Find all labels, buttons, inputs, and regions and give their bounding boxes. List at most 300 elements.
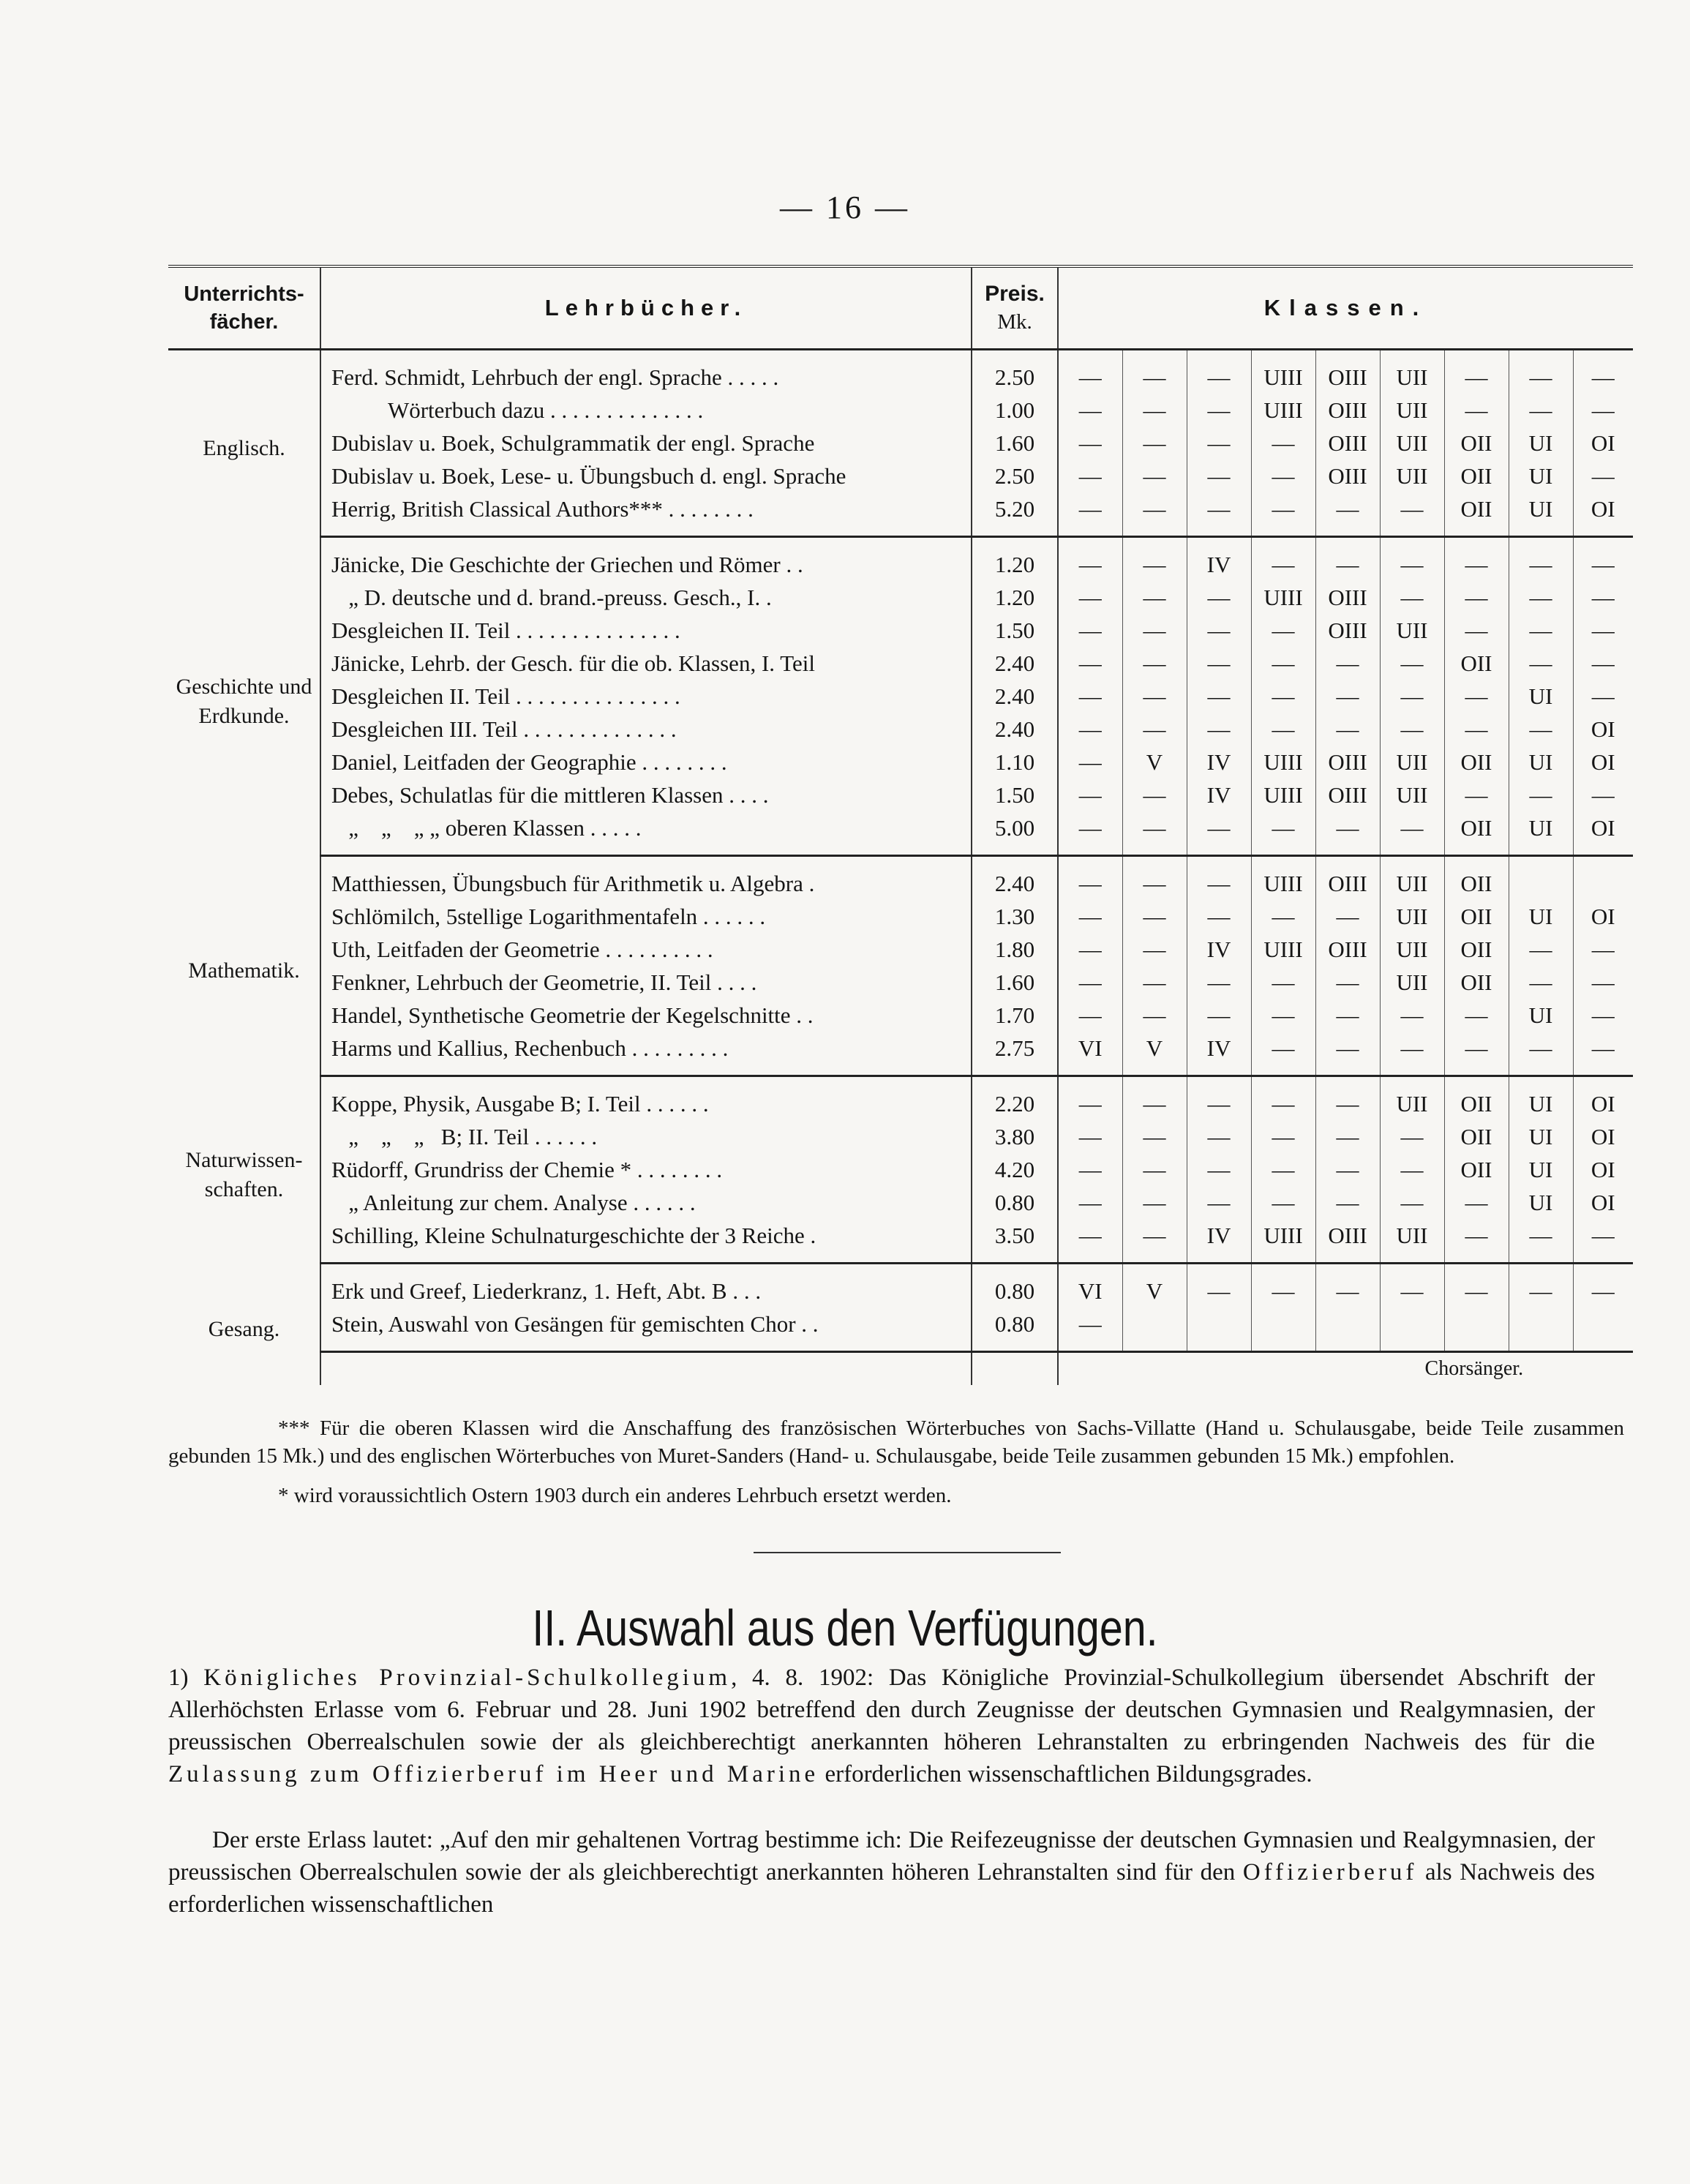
book-title: „ „ „ B; II. Teil . . . . . . <box>320 1120 972 1153</box>
class-cell: — <box>1315 537 1380 582</box>
page-number: — 16 — <box>780 189 910 225</box>
class-cell: — <box>1444 394 1509 427</box>
book-price: 0.80 <box>972 1264 1058 1308</box>
book-title: Uth, Leitfaden der Geometrie . . . . . . . . . . <box>320 933 972 966</box>
class-cell: — <box>1058 856 1122 901</box>
class-cell: — <box>1251 713 1315 746</box>
class-cell: OIII <box>1315 459 1380 492</box>
paragraph-1 <box>168 1662 1595 1790</box>
table-row <box>168 680 1633 713</box>
class-cell: — <box>1573 778 1633 811</box>
class-cell: — <box>1058 427 1122 459</box>
class-cell: V <box>1122 746 1187 778</box>
class-cell: OI <box>1573 811 1633 856</box>
class-cell: — <box>1058 394 1122 427</box>
class-cell: OII <box>1444 900 1509 933</box>
table-row <box>168 1032 1633 1076</box>
class-cell: — <box>1058 459 1122 492</box>
table-row <box>168 647 1633 680</box>
class-cell: — <box>1122 537 1187 582</box>
class-cell: — <box>1058 492 1122 537</box>
table-row <box>168 1219 1633 1264</box>
class-cell: UI <box>1509 811 1573 856</box>
class-cell: UIII <box>1251 581 1315 614</box>
table-row <box>168 900 1633 933</box>
book-price: 5.00 <box>972 811 1058 856</box>
book-title: Dubislav u. Boek, Lese- u. Übungsbuch d. engl. Sprache <box>320 459 972 492</box>
para1-number: 1) <box>168 1665 189 1691</box>
class-cell: — <box>1251 1264 1315 1308</box>
class-cell: — <box>1444 999 1509 1032</box>
class-cell: — <box>1058 647 1122 680</box>
class-cell: — <box>1058 713 1122 746</box>
class-cell <box>1251 1307 1315 1352</box>
class-cell: VI <box>1058 1264 1122 1308</box>
class-cell: — <box>1058 900 1122 933</box>
class-cell: — <box>1058 966 1122 999</box>
class-cell: — <box>1315 647 1380 680</box>
table-row <box>168 614 1633 647</box>
book-price: 2.50 <box>972 350 1058 394</box>
class-cell: — <box>1315 1153 1380 1186</box>
book-price: 3.50 <box>972 1219 1058 1264</box>
class-cell: OI <box>1573 1120 1633 1153</box>
book-title: „ Anleitung zur chem. Analyse . . . . . . <box>320 1186 972 1219</box>
class-cell: — <box>1380 1153 1444 1186</box>
class-cell: UII <box>1380 459 1444 492</box>
class-cell: — <box>1187 394 1251 427</box>
table-row <box>168 350 1633 394</box>
class-cell: — <box>1187 1076 1251 1121</box>
class-cell: — <box>1122 1186 1187 1219</box>
subject-cell: Mathematik. <box>168 856 320 1076</box>
table-row <box>168 778 1633 811</box>
book-title: Rüdorff, Grundriss der Chemie * . . . . . . . . <box>320 1153 972 1186</box>
book-price: 2.50 <box>972 459 1058 492</box>
class-cell: UIII <box>1251 1219 1315 1264</box>
class-cell: — <box>1251 1153 1315 1186</box>
class-cell: — <box>1251 680 1315 713</box>
table-row <box>168 933 1633 966</box>
class-cell: IV <box>1187 1032 1251 1076</box>
class-cell: — <box>1058 933 1122 966</box>
class-cell: — <box>1251 459 1315 492</box>
class-cell: — <box>1251 492 1315 537</box>
class-cell: — <box>1251 537 1315 582</box>
chorsaenger-label: Chorsänger. <box>1424 1357 1524 1380</box>
class-cell: — <box>1380 1186 1444 1219</box>
book-title: Desgleichen II. Teil . . . . . . . . . . . . . . . <box>320 614 972 647</box>
table-row <box>168 1307 1633 1352</box>
class-cell: UIII <box>1251 778 1315 811</box>
class-cell: — <box>1315 1186 1380 1219</box>
class-cell: — <box>1187 647 1251 680</box>
class-cell: OI <box>1573 1153 1633 1186</box>
class-cell: UII <box>1380 350 1444 394</box>
book-title: Schlömilch, 5stellige Logarithmentafeln . . . . . . <box>320 900 972 933</box>
class-cell: — <box>1573 537 1633 582</box>
class-cell: — <box>1122 900 1187 933</box>
class-cell: IV <box>1187 778 1251 811</box>
book-price: 1.20 <box>972 537 1058 582</box>
book-price: 2.20 <box>972 1076 1058 1121</box>
class-cell: OII <box>1444 1153 1509 1186</box>
empty-cell <box>320 1352 972 1386</box>
class-cell: — <box>1122 966 1187 999</box>
book-title: Daniel, Leitfaden der Geographie . . . . . . . . <box>320 746 972 778</box>
class-cell: UI <box>1509 900 1573 933</box>
class-cell: — <box>1573 459 1633 492</box>
class-cell: — <box>1187 581 1251 614</box>
class-cell: — <box>1187 999 1251 1032</box>
class-cell: — <box>1122 492 1187 537</box>
table-row <box>168 1153 1633 1186</box>
class-cell: — <box>1509 350 1573 394</box>
class-cell: — <box>1315 966 1380 999</box>
class-cell: — <box>1187 492 1251 537</box>
class-cell: — <box>1058 680 1122 713</box>
book-price: 0.80 <box>972 1307 1058 1352</box>
class-cell: — <box>1058 1219 1122 1264</box>
class-cell: UII <box>1380 778 1444 811</box>
footnote-2-text: * wird voraussichtlich Ostern 1903 durch ein anderes Lehrbuch ersetzt werden. <box>278 1484 952 1507</box>
table-header-row <box>168 266 1633 350</box>
separator-rule <box>754 1552 1061 1553</box>
class-cell: — <box>1573 394 1633 427</box>
class-cell: UIII <box>1251 350 1315 394</box>
class-cell: — <box>1058 350 1122 394</box>
class-cell: — <box>1122 1153 1187 1186</box>
class-cell: OI <box>1573 713 1633 746</box>
class-cell: OII <box>1444 427 1509 459</box>
book-price: 2.75 <box>972 1032 1058 1076</box>
class-cell: — <box>1509 537 1573 582</box>
class-cell: OIII <box>1315 350 1380 394</box>
class-cell: — <box>1380 492 1444 537</box>
class-cell <box>1315 1307 1380 1352</box>
class-cell: — <box>1380 999 1444 1032</box>
class-cell: — <box>1122 680 1187 713</box>
header-classes: Klassen. <box>1058 266 1633 350</box>
header-price-title: Preis. <box>985 282 1045 306</box>
book-title: Desgleichen II. Teil . . . . . . . . . . . . . . . <box>320 680 972 713</box>
class-cell: UIII <box>1251 394 1315 427</box>
book-price: 2.40 <box>972 713 1058 746</box>
class-cell: OII <box>1444 647 1509 680</box>
class-cell: — <box>1315 492 1380 537</box>
section-heading: II. Auswahl aus den Verfügungen. <box>532 1599 1158 1656</box>
table-row <box>168 537 1633 582</box>
para1-text-a: , 4. 8. 1902: Das Königliche Provinzial-Schulkollegium übersendet Abschrift der Allerhöchsten Erlasse vom 6. Februar und 28. Juni 1902 betreffend den durch Zeugnisse der deutschen Gymnasien und Realgymnasien, der preussischen Oberrealschulen sowie der als gleichberechtigt anerkannten höheren Lehranstalten zu erbringenden Nachweis des für die <box>168 1665 1596 1755</box>
class-cell: — <box>1187 1264 1251 1308</box>
book-price: 1.50 <box>972 614 1058 647</box>
class-cell: — <box>1573 966 1633 999</box>
class-cell: — <box>1315 680 1380 713</box>
class-cell: — <box>1122 1076 1187 1121</box>
class-cell: — <box>1509 1032 1573 1076</box>
class-cell: IV <box>1187 1219 1251 1264</box>
class-cell: — <box>1122 1120 1187 1153</box>
table-row <box>168 856 1633 901</box>
class-cell: OII <box>1444 811 1509 856</box>
book-title: Debes, Schulatlas für die mittleren Klassen . . . . <box>320 778 972 811</box>
class-cell: — <box>1058 999 1122 1032</box>
para1-text-b: erforderlichen wissenschaftlichen Bildungsgrades. <box>819 1761 1312 1787</box>
class-cell: — <box>1187 900 1251 933</box>
class-cell: — <box>1444 778 1509 811</box>
chorsaenger-row <box>168 1352 1633 1386</box>
class-cell: — <box>1251 966 1315 999</box>
class-cell: — <box>1058 778 1122 811</box>
book-title: Wörterbuch dazu . . . . . . . . . . . . . . <box>320 394 972 427</box>
class-cell: — <box>1122 427 1187 459</box>
class-cell: — <box>1509 394 1573 427</box>
table-row <box>168 999 1633 1032</box>
class-cell: OIII <box>1315 778 1380 811</box>
class-cell: — <box>1251 900 1315 933</box>
book-title: Harms und Kallius, Rechenbuch . . . . . . . . . <box>320 1032 972 1076</box>
class-cell: — <box>1380 647 1444 680</box>
class-cell: — <box>1444 713 1509 746</box>
class-cell: UIII <box>1251 856 1315 901</box>
class-cell: — <box>1058 1120 1122 1153</box>
class-cell: — <box>1444 537 1509 582</box>
class-cell: — <box>1444 1032 1509 1076</box>
class-cell: UI <box>1509 1153 1573 1186</box>
class-cell: UI <box>1509 746 1573 778</box>
table-row <box>168 459 1633 492</box>
class-cell: — <box>1058 614 1122 647</box>
table-row <box>168 492 1633 537</box>
table-row <box>168 713 1633 746</box>
class-cell: — <box>1122 350 1187 394</box>
class-cell: UI <box>1509 459 1573 492</box>
table-row <box>168 427 1633 459</box>
class-cell: — <box>1122 459 1187 492</box>
book-title: Jänicke, Die Geschichte der Griechen und Römer . . <box>320 537 972 582</box>
book-price: 2.40 <box>972 647 1058 680</box>
class-cell: UII <box>1380 1076 1444 1121</box>
subject-cell: Geschichte und Erdkunde. <box>168 537 320 856</box>
class-cell: — <box>1444 1186 1509 1219</box>
class-cell <box>1509 856 1573 901</box>
class-cell: OI <box>1573 492 1633 537</box>
class-cell <box>1187 1307 1251 1352</box>
class-cell: IV <box>1187 933 1251 966</box>
table-row <box>168 1120 1633 1153</box>
class-cell: — <box>1573 350 1633 394</box>
class-cell: UII <box>1380 966 1444 999</box>
class-cell: — <box>1444 614 1509 647</box>
class-cell: — <box>1058 581 1122 614</box>
class-cell: — <box>1122 778 1187 811</box>
class-cell: OI <box>1573 1186 1633 1219</box>
class-cell: — <box>1187 350 1251 394</box>
book-price: 1.50 <box>972 778 1058 811</box>
book-price: 4.20 <box>972 1153 1058 1186</box>
empty-cell <box>972 1352 1058 1386</box>
class-cell: — <box>1122 647 1187 680</box>
class-cell: — <box>1058 746 1122 778</box>
book-title: Ferd. Schmidt, Lehrbuch der engl. Sprache . . . . . <box>320 350 972 394</box>
class-cell: — <box>1573 1219 1633 1264</box>
class-cell: — <box>1573 647 1633 680</box>
class-cell: — <box>1509 1264 1573 1308</box>
class-cell: — <box>1509 713 1573 746</box>
class-cell: UII <box>1380 1219 1444 1264</box>
class-cell: — <box>1380 680 1444 713</box>
class-cell <box>1380 1307 1444 1352</box>
table-row <box>168 746 1633 778</box>
class-cell: — <box>1187 713 1251 746</box>
class-cell: — <box>1187 811 1251 856</box>
class-cell: IV <box>1187 746 1251 778</box>
class-cell: — <box>1251 811 1315 856</box>
class-cell: — <box>1122 811 1187 856</box>
class-cell: OIII <box>1315 933 1380 966</box>
book-price: 1.30 <box>972 900 1058 933</box>
class-cell: OII <box>1444 459 1509 492</box>
class-cell: UIII <box>1251 933 1315 966</box>
class-cell: — <box>1509 581 1573 614</box>
subject-cell: Naturwissen-schaften. <box>168 1076 320 1264</box>
header-books: Lehrbücher. <box>320 266 972 350</box>
class-cell: OI <box>1573 427 1633 459</box>
class-cell: — <box>1251 427 1315 459</box>
class-cell: OII <box>1444 492 1509 537</box>
class-cell: — <box>1444 1264 1509 1308</box>
class-cell: UI <box>1509 492 1573 537</box>
class-cell: — <box>1315 713 1380 746</box>
class-cell: — <box>1380 1120 1444 1153</box>
class-cell: — <box>1122 856 1187 901</box>
book-price: 1.00 <box>972 394 1058 427</box>
para2-text-b: als Nachweis des erforderlichen wissenschaftlichen <box>168 1859 1595 1918</box>
class-cell: — <box>1187 966 1251 999</box>
class-cell: V <box>1122 1264 1187 1308</box>
class-cell: OIII <box>1315 427 1380 459</box>
book-title: Handel, Synthetische Geometrie der Kegelschnitte . . <box>320 999 972 1032</box>
class-cell: — <box>1315 811 1380 856</box>
footnote-2 <box>168 1482 1624 1509</box>
book-price: 0.80 <box>972 1186 1058 1219</box>
class-cell: OIII <box>1315 856 1380 901</box>
textbook-table <box>168 265 1633 1385</box>
header-price <box>972 266 1058 350</box>
table-row <box>168 1264 1633 1308</box>
class-cell: VI <box>1058 1032 1122 1076</box>
class-cell: OIII <box>1315 614 1380 647</box>
class-cell: UII <box>1380 394 1444 427</box>
subject-cell: Englisch. <box>168 350 320 537</box>
class-cell <box>1509 1307 1573 1352</box>
book-title: Matthiessen, Übungsbuch für Arithmetik u. Algebra . <box>320 856 972 901</box>
book-title: „ D. deutsche und d. brand.-preuss. Gesch., I. . <box>320 581 972 614</box>
class-cell: — <box>1315 1264 1380 1308</box>
book-title: Schilling, Kleine Schulnaturgeschichte der 3 Reiche . <box>320 1219 972 1264</box>
class-cell: OIII <box>1315 581 1380 614</box>
class-cell <box>1444 1307 1509 1352</box>
table-row <box>168 1186 1633 1219</box>
class-cell: — <box>1573 1264 1633 1308</box>
class-cell: — <box>1573 999 1633 1032</box>
table-row <box>168 966 1633 999</box>
class-cell: — <box>1122 713 1187 746</box>
class-cell: — <box>1122 999 1187 1032</box>
class-cell: — <box>1122 614 1187 647</box>
book-title: Fenkner, Lehrbuch der Geometrie, II. Teil . . . . <box>320 966 972 999</box>
class-cell: — <box>1573 1032 1633 1076</box>
book-price: 5.20 <box>972 492 1058 537</box>
book-price: 3.80 <box>972 1120 1058 1153</box>
para2-text-a: Der erste Erlass lautet: „Auf den mir gehaltenen Vortrag bestimme ich: Die Reifezeugnisse der deutschen Gymnasien und Realgymnasien, der preussischen Oberrealschulen sowie der als gleichberechtigt anerkannten höheren Lehranstalten sind für den <box>168 1827 1595 1885</box>
class-cell: — <box>1251 1076 1315 1121</box>
para1-sender: Königliches Provinzial-Schulkollegium <box>203 1665 732 1691</box>
class-cell: — <box>1509 647 1573 680</box>
class-cell: OIII <box>1315 394 1380 427</box>
class-cell: — <box>1058 1307 1122 1352</box>
class-cell: OIII <box>1315 746 1380 778</box>
book-price: 1.60 <box>972 966 1058 999</box>
class-cell: UII <box>1380 746 1444 778</box>
class-cell: — <box>1251 1032 1315 1076</box>
book-title: „ „ „ „ oberen Klassen . . . . . <box>320 811 972 856</box>
class-cell: — <box>1122 581 1187 614</box>
class-cell: — <box>1444 680 1509 713</box>
class-cell: UI <box>1509 680 1573 713</box>
class-cell: — <box>1187 459 1251 492</box>
class-cell: — <box>1315 1076 1380 1121</box>
book-price: 1.80 <box>972 933 1058 966</box>
class-cell: UI <box>1509 999 1573 1032</box>
class-cell: — <box>1122 933 1187 966</box>
class-cell: UII <box>1380 900 1444 933</box>
class-cell: UI <box>1509 1076 1573 1121</box>
class-cell: — <box>1187 680 1251 713</box>
class-cell: — <box>1380 811 1444 856</box>
book-title: Jänicke, Lehrb. der Gesch. für die ob. Klassen, I. Teil <box>320 647 972 680</box>
subject-cell: Gesang. <box>168 1264 320 1386</box>
book-price: 1.20 <box>972 581 1058 614</box>
class-cell: — <box>1509 933 1573 966</box>
class-cell: OIII <box>1315 1219 1380 1264</box>
class-cell: — <box>1187 1120 1251 1153</box>
book-price: 1.70 <box>972 999 1058 1032</box>
book-title: Herrig, British Classical Authors*** . . . . . . . . <box>320 492 972 537</box>
table-body <box>168 350 1633 1386</box>
class-cell: — <box>1251 647 1315 680</box>
class-cell: UI <box>1509 427 1573 459</box>
para2-emph: Offizierberuf <box>1242 1859 1418 1885</box>
class-cell: — <box>1058 1076 1122 1121</box>
class-cell: — <box>1509 966 1573 999</box>
class-cell: — <box>1187 427 1251 459</box>
class-cell: — <box>1444 1219 1509 1264</box>
footnote-1-text: *** Für die oberen Klassen wird die Anschaffung des französischen Wörterbuches von Sachs-Villatte (Hand u. Schulausgabe, beide Teile zusammen gebunden 15 Mk.) und des englischen Wörterbuches von Muret-Sanders (Hand- u. Schulausgabe, beide Teile zusammen gebunden 15 Mk.) empfohlen. <box>168 1416 1624 1468</box>
class-cell: UII <box>1380 933 1444 966</box>
class-cell: UI <box>1509 1120 1573 1153</box>
class-cell: OII <box>1444 966 1509 999</box>
class-cell: — <box>1058 811 1122 856</box>
class-cell: — <box>1444 581 1509 614</box>
class-cell: OI <box>1573 900 1633 933</box>
class-cell: — <box>1380 581 1444 614</box>
class-cell: — <box>1251 1120 1315 1153</box>
class-cell: — <box>1315 999 1380 1032</box>
class-cell: — <box>1251 999 1315 1032</box>
class-cell: — <box>1509 614 1573 647</box>
class-cell: OII <box>1444 1076 1509 1121</box>
